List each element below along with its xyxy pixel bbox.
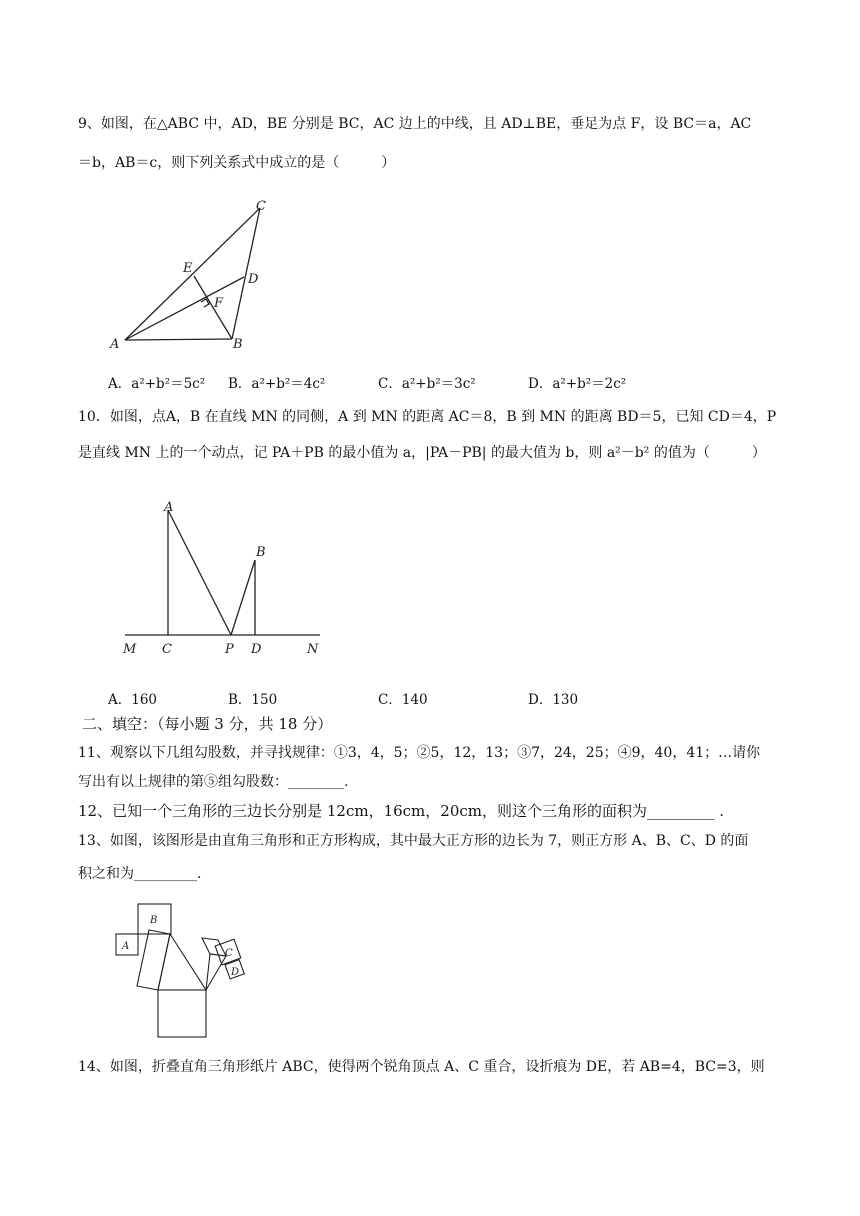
- q10-label-C: C: [162, 642, 172, 657]
- q10-label-D: D: [251, 642, 262, 657]
- q10-figure: [115, 495, 335, 660]
- q10-label-M: M: [123, 642, 137, 657]
- section-2-title: 二、填空：（每小题 3 分，共 18 分）: [82, 715, 333, 733]
- q10-label-B: B: [256, 545, 266, 560]
- q11-stem-line1: 11、观察以下几组勾股数，并寻找规律：①3，4，5；②5，12，13；③7，24，25；④9，40，41；…请你: [78, 745, 761, 761]
- q9-label-F: F: [214, 296, 224, 311]
- q9-triangle-figure: [100, 190, 300, 355]
- q10-stem-line1: 10．如图，点A，B 在直线 MN 的同侧，A 到 MN 的距离 AC＝8，B 到 MN 的距离 BD＝5，已知 CD＝4，P: [78, 409, 777, 425]
- q13-stem-line1: 13、如图，该图形是由直角三角形和正方形构成，其中最大正方形的边长为 7，则正方形 A、B、C、D 的面: [78, 833, 749, 849]
- q10-option-d: D．130: [528, 692, 579, 708]
- q10-stem-line2: 是直线 MN 上的一个动点，记 PA＋PB 的最小值为 a，|PA－PB| 的最大值为 b，则 a²－b² 的值为（ ）: [78, 445, 766, 461]
- q12-stem: 12、已知一个三角形的三边长分别是 12cm，16cm，20cm，则这个三角形的面积为_________ .: [78, 802, 725, 820]
- q11-stem-line2: 写出有以上规律的第⑤组勾股数：________.: [78, 774, 349, 790]
- q9-stem-line1: 9、如图，在△ABC 中，AD，BE 分别是 BC，AC 边上的中线，且 AD⊥BE，垂足为点 F，设 BC＝a，AC: [78, 116, 752, 132]
- q10-option-a: A．160: [108, 692, 158, 708]
- q9-option-c: C．a²+b²＝3c²: [378, 376, 476, 392]
- q9-stem-line2: ＝b，AB＝c，则下列关系式中成立的是（ ）: [78, 155, 396, 171]
- q9-label-C: C: [256, 199, 266, 214]
- q10-label-P: P: [225, 642, 234, 657]
- q9-label-A: A: [110, 337, 120, 352]
- q9-option-a: A．a²+b²＝5c²: [108, 376, 206, 392]
- q10-option-b: B．150: [228, 692, 278, 708]
- q13-label-B: B: [150, 915, 158, 926]
- q9-label-E: E: [183, 261, 193, 276]
- q13-label-C: C: [225, 948, 233, 959]
- q13-squares-figure: [110, 898, 270, 1043]
- q10-label-N: N: [307, 642, 319, 657]
- q10-label-A: A: [164, 500, 174, 515]
- q9-label-B: B: [233, 337, 243, 352]
- q9-label-D: D: [248, 272, 259, 287]
- q14-stem-line1: 14、如图，折叠直角三角形纸片 ABC，使得两个锐角顶点 A、C 重合，设折痕为 DE，若 AB=4，BC=3，则: [78, 1059, 765, 1075]
- q9-option-d: D．a²+b²＝2c²: [528, 376, 627, 392]
- q13-label-D: D: [231, 967, 240, 978]
- q10-option-c: C．140: [378, 692, 428, 708]
- q13-label-A: A: [122, 941, 130, 952]
- q13-stem-line2: 积之和为_________.: [78, 866, 202, 882]
- q9-option-b: B．a²+b²＝4c²: [228, 376, 326, 392]
